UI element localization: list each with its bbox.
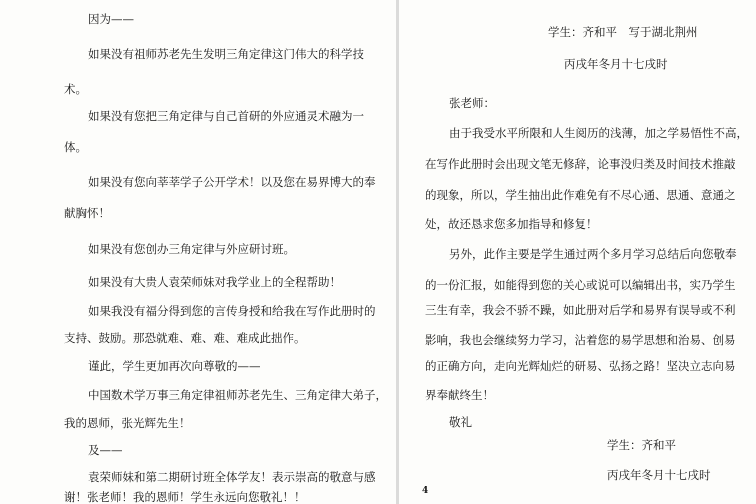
header-signature: 学生：齐和平 写于湖北荆州 (548, 25, 698, 39)
left-line: 如果没有您向莘莘学子公开学术！以及您在易界博大的奉 (88, 175, 376, 189)
left-line: 如果没有祖师苏老先生发明三角定律这门伟大的科学技 (88, 47, 364, 61)
header-date: 丙戌年冬月十七戌时 (564, 57, 668, 71)
left-line: 支持、鼓励。那恐就难、难、难、难成此拙作。 (64, 331, 306, 345)
page-number: 4 (422, 486, 429, 496)
left-line: 术。 (64, 82, 87, 96)
left-line: 如果没有您把三角定律与自己首研的外应通灵术融为一 (88, 109, 364, 123)
left-line: 献胸怀！ (64, 206, 110, 220)
left-line: 因为—— (88, 12, 134, 26)
right-body-line: 三生有幸，我会不骄不躁，如此册对后学和易界有误导或不利 (425, 303, 736, 317)
left-line: 我的恩师，张光辉先生！ (64, 416, 191, 430)
footer-date: 丙戌年冬月十七戌时 (607, 468, 711, 482)
right-body-line: 的正确方向，走向光辉灿烂的研易、弘扬之路！坚决立志向易 (425, 359, 736, 373)
right-body-line: 的现象，所以，学生抽出此作难免有不尽心通、思通、意通之 (425, 188, 736, 202)
right-body-line: 在写作此册时会出现文笔无修辞，论事没归类及时间技术推敲 (425, 157, 736, 171)
right-body-line: 处，故还恳求您多加指导和修复！ (425, 217, 598, 231)
left-line: 谨此，学生更加再次向尊敬的—— (88, 359, 261, 373)
left-line: 体。 (64, 140, 87, 154)
left-line: 如果没有您创办三角定律与外应研讨班。 (88, 242, 295, 256)
left-line: 谢！张老师！我的恩师！学生永远向您敬礼！！ (64, 490, 306, 504)
left-line: 袁荣师妹和第二期研讨班全体学友！表示崇高的敬意与感 (88, 470, 376, 484)
closing: 敬礼 (449, 415, 472, 429)
left-line: 如果没有大贵人袁荣师妹对我学业上的全程帮助！ (88, 275, 341, 289)
right-body-line: 界奉献终生！ (425, 388, 494, 402)
right-page (398, 0, 756, 504)
footer-signature: 学生：齐和平 (607, 438, 676, 452)
left-line: 及—— (88, 443, 123, 457)
right-body-line: 另外，此作主要是学生通过两个多月学习总结后向您敬奉 (449, 247, 737, 261)
right-body-line: 由于我受水平所限和人生阅历的浅薄，加之学易悟性不高， (449, 126, 748, 140)
salutation: 张老师： (449, 96, 495, 110)
left-line: 中国数术学万事三角定律祖师苏老先生、三角定律大弟子， (88, 388, 387, 402)
right-body-line: 的一份汇报，如能得到您的关心或说可以编辑出书，实乃学生 (425, 278, 736, 292)
right-body-line: 影响，我也会继续努力学习，沾着您的易学思想和治易、创易 (425, 333, 736, 347)
left-line: 如果我没有福分得到您的言传身授和给我在写作此册时的 (88, 304, 376, 318)
